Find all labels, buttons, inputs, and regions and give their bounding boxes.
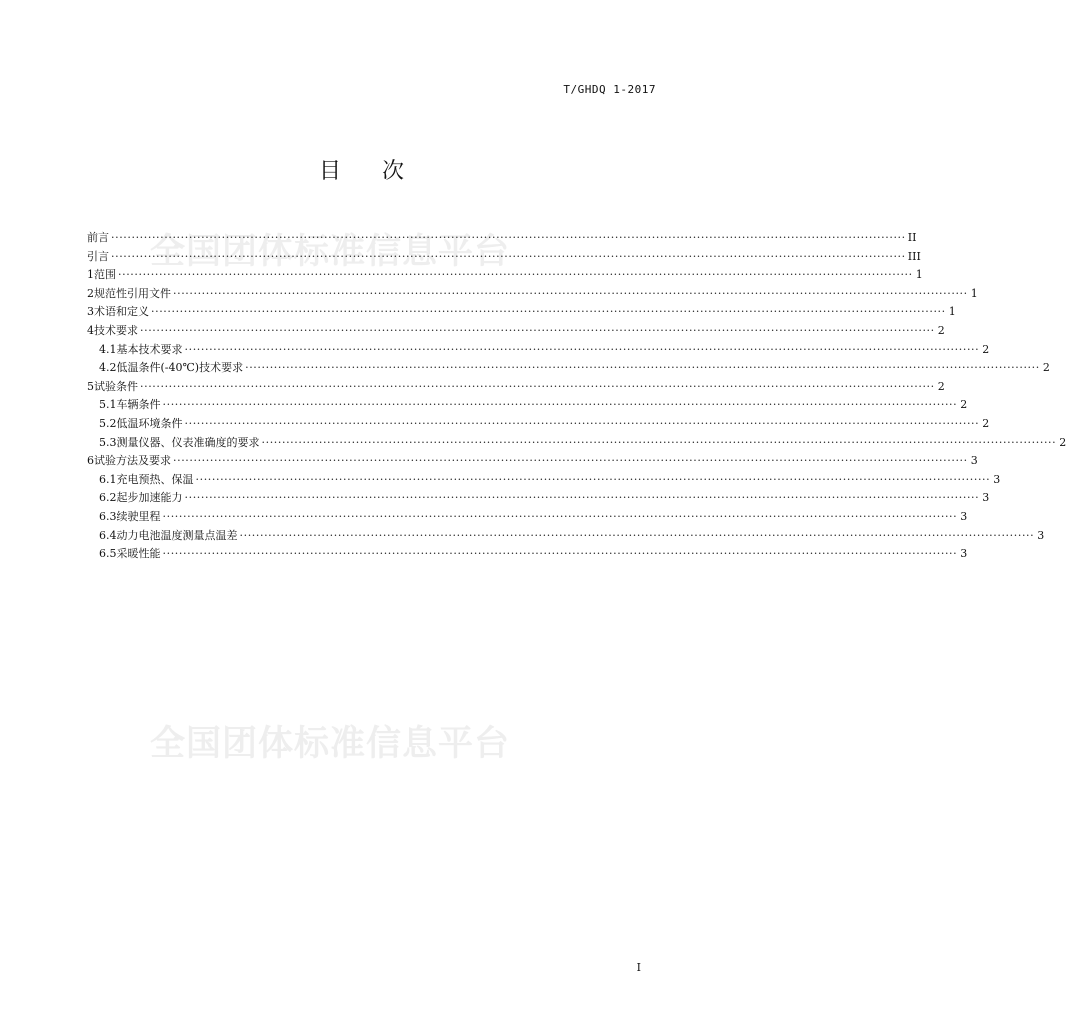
toc-entry-number: 6.1 <box>99 472 117 486</box>
toc-leader-dots <box>151 305 946 318</box>
toc-entry-title: 动力电池温度测量点温差 <box>116 528 238 542</box>
toc-entry-title: 采暖性能 <box>116 547 161 561</box>
toc-leader-dots <box>140 380 935 393</box>
toc-leader-dots <box>173 454 968 467</box>
toc-entry-title: 续驶里程 <box>116 509 161 523</box>
toc-entry-page: 3 <box>960 509 968 523</box>
document-code: T/GHDQ 1-2017 <box>563 83 656 96</box>
toc-leader-dots <box>262 436 1057 449</box>
toc-entry-page: 2 <box>982 416 990 430</box>
page-number: I <box>636 961 641 974</box>
toc-entry-number: 6.5 <box>99 547 117 561</box>
toc-entry-title: 技术要求 <box>94 323 138 337</box>
toc-entry[interactable] <box>87 415 990 434</box>
toc-entry[interactable] <box>87 508 968 527</box>
toc-entry-page: 1 <box>915 268 923 282</box>
toc-entry-title: 测量仪器、仪表准确度的要求 <box>116 435 260 449</box>
toc-entry-page: 2 <box>1059 435 1066 449</box>
toc-entry-title: 前言 <box>87 231 109 244</box>
toc-entry[interactable] <box>87 396 968 415</box>
toc-entry[interactable] <box>87 545 968 564</box>
toc-entry[interactable] <box>87 359 1050 378</box>
toc-entry-page: II <box>907 231 917 244</box>
toc-entry[interactable] <box>87 452 978 471</box>
toc-entry[interactable] <box>87 229 917 248</box>
toc-entry-page: 3 <box>993 472 1001 486</box>
toc-leader-dots <box>240 529 1035 542</box>
toc-entry-number: 6.4 <box>99 528 117 542</box>
title-char-2: 次 <box>382 159 406 184</box>
toc-leader-dots <box>140 324 935 337</box>
toc-entry-page: 1 <box>970 286 978 300</box>
toc-entry[interactable] <box>87 489 990 508</box>
toc-entry[interactable] <box>87 471 1001 490</box>
watermark-middle: 全国团体标准信息平台 <box>150 724 511 764</box>
toc-entry-number: 6 <box>87 454 94 468</box>
toc-leader-dots <box>111 250 906 263</box>
toc-leader-dots <box>163 547 958 560</box>
watermark-top: 全国团体标准信息平台 <box>150 232 511 272</box>
toc-entry-page: 2 <box>1042 361 1050 375</box>
toc-entry-number: 1 <box>87 268 94 282</box>
toc-entry-number: 4.1 <box>99 342 117 356</box>
toc-entry-number: 5.2 <box>99 416 117 430</box>
toc-entry-page: 3 <box>982 491 990 505</box>
toc-entry-title: 范围 <box>94 268 116 282</box>
toc-leader-dots <box>118 268 913 281</box>
toc-entry-title: 试验方法及要求 <box>94 454 171 468</box>
toc-entry-page: 2 <box>937 323 945 337</box>
toc-entry-number: 4 <box>87 323 94 337</box>
toc-entry-title: 起步加速能力 <box>116 491 183 505</box>
toc-entry-page: III <box>907 249 921 263</box>
toc-entry-page: 2 <box>982 342 990 356</box>
toc-entry[interactable] <box>87 527 1045 546</box>
toc-entry-number: 5 <box>87 379 94 393</box>
toc-leader-dots <box>185 343 980 356</box>
toc-entry[interactable] <box>87 378 945 397</box>
toc-leader-dots <box>196 473 991 486</box>
toc-leader-dots <box>173 287 968 300</box>
toc-entry[interactable] <box>87 266 923 285</box>
toc-entry[interactable] <box>87 303 956 322</box>
toc-entry-page: 3 <box>960 547 968 561</box>
toc-leader-dots <box>185 491 980 504</box>
toc-entry-title: 低温条件(-40℃)技术要求 <box>116 361 244 375</box>
toc-entry-title: 规范性引用文件 <box>94 286 171 300</box>
toc-entry-page: 2 <box>937 379 945 393</box>
toc-entry-title: 基本技术要求 <box>116 342 183 356</box>
toc-entry-page: 1 <box>948 305 956 319</box>
toc-entry-page: 2 <box>960 398 968 412</box>
toc-entry-number: 5.3 <box>99 435 117 449</box>
toc-entry[interactable] <box>87 248 921 267</box>
toc-entry-page: 3 <box>1037 528 1045 542</box>
toc-entry-page: 3 <box>970 454 978 468</box>
toc-entry-title: 术语和定义 <box>94 305 149 319</box>
toc-entry[interactable] <box>87 285 978 304</box>
toc-entry-number: 5.1 <box>99 398 117 412</box>
toc-entry-title: 引言 <box>87 249 109 263</box>
toc-entry-title: 试验条件 <box>94 379 138 393</box>
toc-leader-dots <box>111 231 906 244</box>
page-title <box>0 154 724 185</box>
toc-leader-dots <box>163 510 958 523</box>
toc-entry-number: 3 <box>87 305 94 319</box>
toc-entry-title: 充电预热、保温 <box>116 472 194 486</box>
toc-leader-dots <box>245 361 1040 374</box>
title-char-1: 目 <box>318 159 342 184</box>
toc-entry-title: 低温环境条件 <box>116 416 183 430</box>
toc-entry-number: 2 <box>87 286 94 300</box>
toc-leader-dots <box>163 398 958 411</box>
table-of-contents <box>87 229 1066 564</box>
toc-entry-number: 4.2 <box>99 361 117 375</box>
toc-entry[interactable] <box>87 322 945 341</box>
toc-entry[interactable] <box>87 341 990 360</box>
toc-entry[interactable] <box>87 434 1066 453</box>
toc-entry-number: 6.3 <box>99 509 117 523</box>
toc-entry-title: 车辆条件 <box>116 398 161 412</box>
toc-leader-dots <box>185 417 980 430</box>
toc-entry-number: 6.2 <box>99 491 117 505</box>
